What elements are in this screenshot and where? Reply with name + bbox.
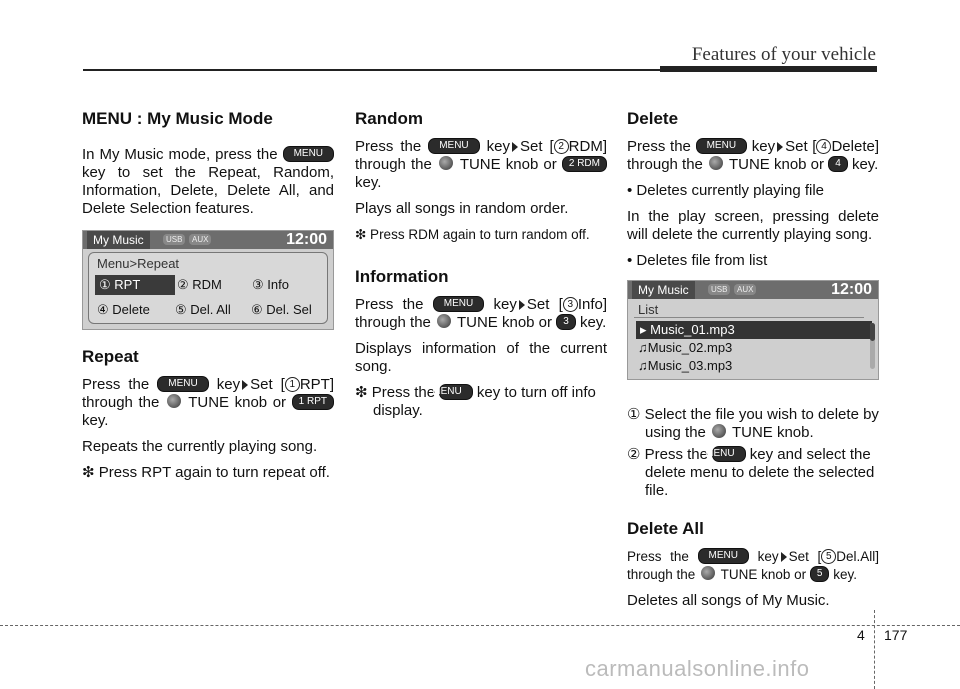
screen-clock: 12:00 bbox=[286, 231, 327, 248]
header-title: Features of your vehicle bbox=[691, 44, 876, 65]
delete-paragraph: Press the MENU key Set [ 4 Delete] through the TUNE knob or 4 key. bbox=[627, 138, 879, 173]
tune-knob-icon bbox=[439, 156, 453, 170]
menu-title: Menu>Repeat bbox=[97, 256, 180, 271]
aux-badge: AUX bbox=[189, 234, 211, 245]
tune-knob-icon bbox=[712, 424, 726, 438]
menu-key-icon: MENU bbox=[696, 138, 747, 154]
watermark: carmanualsonline.info bbox=[585, 656, 810, 681]
header-rule bbox=[83, 69, 660, 71]
random-paragraph: Press the MENU key Set [ 2 RDM] through the TUNE knob or 2 RDM key. bbox=[355, 138, 607, 191]
repeat-paragraph: Press the MENU key Set [ 1 RPT] through the TUNE knob or 1 RPT key. bbox=[82, 376, 334, 429]
column-my-music bbox=[82, 110, 334, 482]
arrow-right-icon bbox=[512, 142, 518, 152]
file-list-screen bbox=[627, 280, 879, 380]
delete-key-icon: 4 bbox=[828, 156, 848, 172]
menu-item-delete[interactable]: ④ Delete bbox=[97, 302, 150, 317]
intro-paragraph: In My Music mode, press the MENU key to set the Repeat, Random, Information, Delete, Delete All, and Delete Selection features. bbox=[82, 146, 334, 217]
menu-key-icon: MENU bbox=[428, 138, 479, 154]
info-note: ❇ Press the MENU key to turn off info display. bbox=[355, 384, 596, 419]
column-delete bbox=[627, 110, 879, 610]
section-heading-information: Information bbox=[355, 267, 449, 286]
screen-title: My Music bbox=[632, 281, 695, 299]
menu-key-icon: MENU bbox=[283, 146, 334, 162]
arrow-right-icon bbox=[242, 380, 248, 390]
file-item-2[interactable]: ♫Music_02.mp3 bbox=[638, 340, 733, 355]
footer-divider bbox=[874, 610, 875, 689]
usb-badge: USB bbox=[163, 234, 185, 245]
page-number: 177 bbox=[884, 627, 908, 643]
number-4-icon: 4 bbox=[816, 139, 831, 154]
file-item-3[interactable]: ♫Music_03.mp3 bbox=[638, 358, 733, 373]
list-scrollbar[interactable] bbox=[870, 323, 875, 369]
menu-key-icon: MENU bbox=[712, 446, 745, 462]
tune-knob-icon bbox=[709, 156, 723, 170]
menu-key-icon: MENU bbox=[433, 296, 484, 312]
section-heading-repeat: Repeat bbox=[82, 347, 139, 366]
info-paragraph: Press the MENU key Set [ 3 Info] through the TUNE knob or 3 key. bbox=[355, 296, 607, 331]
screen-clock: 12:00 bbox=[831, 281, 872, 298]
section-heading-my-music: MENU : My Music Mode bbox=[82, 109, 273, 128]
play-screen-paragraph: In the play screen, pressing delete will delete the currently playing song. bbox=[627, 208, 879, 243]
screen-top-bar bbox=[83, 231, 333, 249]
menu-item-del-sel[interactable]: ⑥ Del. Sel bbox=[251, 302, 312, 317]
arrow-right-icon bbox=[519, 300, 525, 310]
number-5-icon: 5 bbox=[821, 549, 836, 564]
rpt-key-icon: 1 RPT bbox=[292, 394, 334, 410]
section-heading-delete-all: Delete All bbox=[627, 519, 704, 538]
menu-item-del-all[interactable]: ⑤ Del. All bbox=[175, 302, 231, 317]
number-3-icon: 3 bbox=[563, 297, 578, 312]
aux-badge: AUX bbox=[734, 284, 756, 295]
delete-all-paragraph: Press the MENU key Set [ 5 Del.All] through the TUNE knob or 5 key. bbox=[627, 549, 879, 582]
list-divider bbox=[634, 317, 864, 318]
chapter-number: 4 bbox=[857, 627, 865, 643]
menu-item-rpt[interactable]: ① RPT bbox=[95, 275, 175, 295]
section-heading-delete: Delete bbox=[627, 109, 679, 128]
menu-panel bbox=[88, 252, 328, 324]
column-random-info bbox=[355, 110, 607, 420]
header-bar bbox=[660, 66, 877, 72]
menu-item-rdm[interactable]: ② RDM bbox=[177, 277, 222, 292]
bullet-delete-playing: • Deletes currently playing file bbox=[627, 182, 825, 199]
menu-key-icon: MENU bbox=[439, 384, 472, 400]
repeat-description: Repeats the currently playing song. bbox=[82, 438, 318, 455]
rdm-key-icon: 2 RDM bbox=[562, 156, 607, 172]
step-2: ② Press the MENU key and select the delete menu to delete the selected file. bbox=[627, 446, 875, 499]
delall-key-icon: 5 bbox=[810, 566, 830, 582]
delete-all-description: Deletes all songs of My Music. bbox=[627, 592, 830, 609]
info-description: Displays information of the current song. bbox=[355, 340, 607, 375]
number-2-icon: 2 bbox=[554, 139, 569, 154]
file-item-1[interactable]: ▸ Music_01.mp3 bbox=[636, 321, 872, 339]
menu-key-icon: MENU bbox=[698, 548, 749, 564]
step-1: ① Select the file you wish to delete by using the TUNE knob. bbox=[627, 406, 879, 441]
tune-knob-icon bbox=[167, 394, 181, 408]
random-note: ❇ Press RDM again to turn random off. bbox=[355, 227, 590, 242]
menu-repeat-screen bbox=[82, 230, 334, 330]
footer-rule bbox=[0, 625, 960, 626]
menu-key-icon: MENU bbox=[157, 376, 208, 392]
arrow-right-icon bbox=[777, 142, 783, 152]
number-1-icon: 1 bbox=[285, 377, 300, 392]
info-key-icon: 3 bbox=[556, 314, 576, 330]
random-description: Plays all songs in random order. bbox=[355, 200, 569, 217]
bullet-delete-list: • Deletes file from list bbox=[627, 252, 768, 269]
section-heading-random: Random bbox=[355, 109, 423, 128]
list-title: List bbox=[638, 302, 659, 317]
menu-item-info[interactable]: ③ Info bbox=[252, 277, 289, 292]
tune-knob-icon bbox=[701, 566, 715, 580]
screen-top-bar bbox=[628, 281, 878, 299]
repeat-note: ❇ Press RPT again to turn repeat off. bbox=[82, 464, 330, 481]
screen-title: My Music bbox=[87, 231, 150, 249]
tune-knob-icon bbox=[437, 314, 451, 328]
usb-badge: USB bbox=[708, 284, 730, 295]
arrow-right-icon bbox=[781, 552, 787, 562]
